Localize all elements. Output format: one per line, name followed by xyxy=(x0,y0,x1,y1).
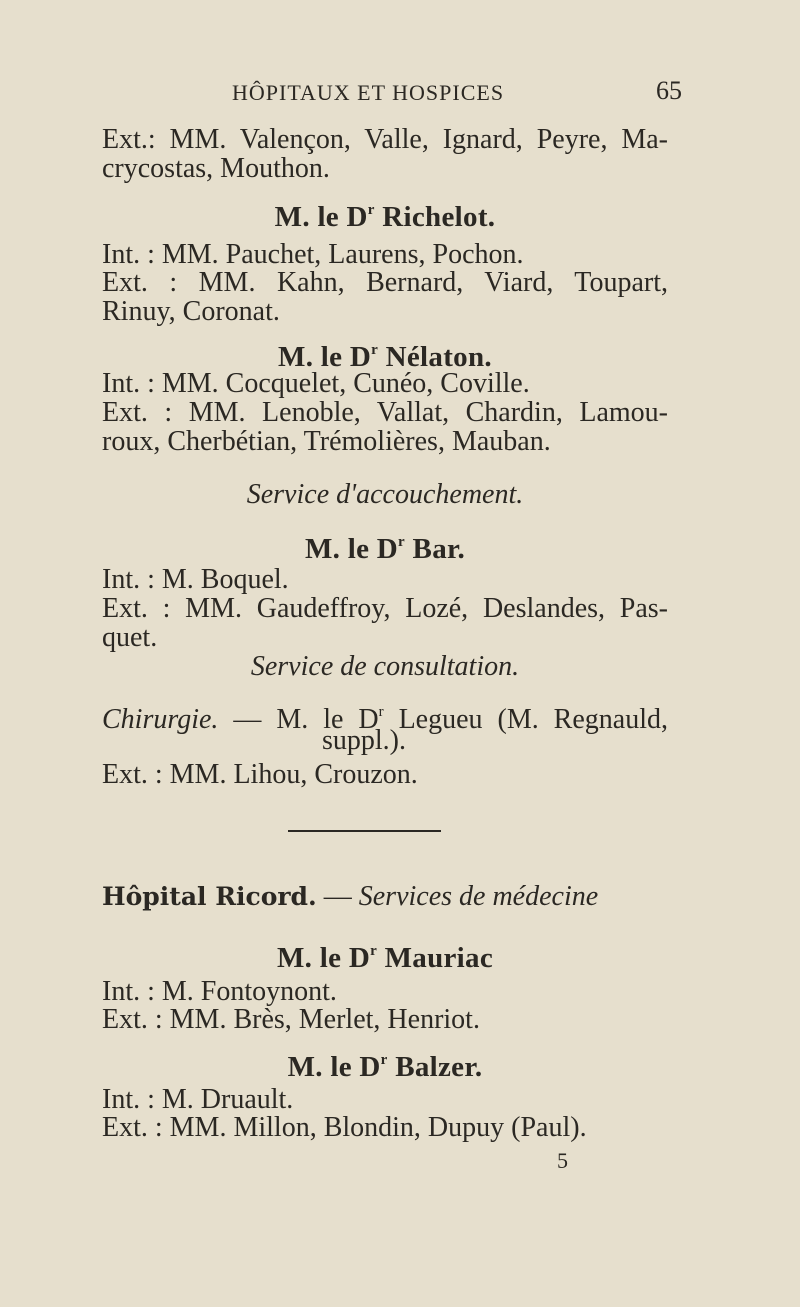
doctor-superscript: r xyxy=(367,202,375,218)
doctor-superscript: r xyxy=(398,534,405,550)
chirurgie-continued: suppl.). xyxy=(322,725,406,756)
running-header: HÔPITAUX ET HOSPICES xyxy=(232,80,505,105)
ext-line: Ext. : MM. Brès, Merlet, Henriot. xyxy=(102,1004,480,1035)
section-title-medecine: Services de médecine xyxy=(358,881,599,912)
doctor-prefix: M. le D xyxy=(274,201,368,233)
ext-line-continued: quet. xyxy=(102,622,158,653)
hospital-heading xyxy=(102,882,598,912)
ext-line-continued: crycostas, Mouthon. xyxy=(102,153,330,184)
doctor-heading-bar xyxy=(102,527,668,564)
doctor-name: Richelot. xyxy=(374,201,496,233)
section-title-consultation: Service de consultation. xyxy=(250,651,520,682)
heading-dash: — xyxy=(316,881,359,912)
chirurgie-text: Legueu (M. Regnauld, xyxy=(383,704,668,735)
doctor-name: Balzer. xyxy=(387,1051,483,1083)
doctor-superscript: r xyxy=(370,943,378,959)
doctor-name: Bar. xyxy=(405,533,466,565)
doctor-prefix: M. le D xyxy=(278,341,372,373)
int-line: Int. : M. Fontoynont. xyxy=(102,976,337,1007)
section-divider xyxy=(288,830,441,832)
ext-line: Ext. : MM. Gaudeffroy, Lozé, Deslandes, Pas- xyxy=(102,593,668,624)
chirurgie-prefix: — M. le D xyxy=(218,704,379,735)
doctor-prefix: M. le D xyxy=(287,1051,381,1083)
ext-line: Ext.: MM. Valençon, Valle, Ignard, Peyre, Ma- xyxy=(102,124,668,155)
int-line: Int. : M. Boquel. xyxy=(102,564,289,595)
doctor-name: Mauriac xyxy=(377,942,493,974)
ext-line: Ext. : MM. Millon, Blondin, Dupuy (Paul). xyxy=(102,1112,587,1143)
doctor-name: Nélaton. xyxy=(378,341,492,373)
doctor-heading-nelaton xyxy=(102,335,668,372)
ext-line-continued: Rinuy, Coronat. xyxy=(102,296,280,327)
page-number: 65 xyxy=(656,76,682,105)
int-line: Int. : M. Druault. xyxy=(102,1084,294,1115)
chirurgie-label: Chirurgie. xyxy=(102,704,219,735)
ext-line-continued: roux, Cherbétian, Trémolières, Mauban. xyxy=(102,426,551,457)
ext-line: Ext. : MM. Kahn, Bernard, Viard, Toupart, xyxy=(102,267,668,298)
section-title-accouchement: Service d'accouchement. xyxy=(246,479,524,510)
doctor-superscript: r xyxy=(371,342,379,358)
doctor-prefix: M. le D xyxy=(304,533,399,565)
int-line: Int. : MM. Cocquelet, Cunéo, Coville. xyxy=(102,368,530,399)
int-line: Int. : MM. Pauchet, Laurens, Pochon. xyxy=(102,239,524,270)
doctor-heading-richelot xyxy=(102,195,668,232)
ext-line: Ext. : MM. Lenoble, Vallat, Chardin, Lamou- xyxy=(102,397,668,428)
doctor-superscript: r xyxy=(378,704,384,720)
ext-line: Ext. : MM. Lihou, Crouzon. xyxy=(102,759,418,790)
doctor-prefix: M. le D xyxy=(276,942,371,974)
doctor-heading-balzer xyxy=(102,1045,668,1082)
signature-mark: 5 xyxy=(557,1148,568,1173)
doctor-superscript: r xyxy=(380,1052,388,1068)
hospital-name: Hôpital Ricord. xyxy=(102,882,317,911)
doctor-heading-mauriac xyxy=(102,936,668,973)
